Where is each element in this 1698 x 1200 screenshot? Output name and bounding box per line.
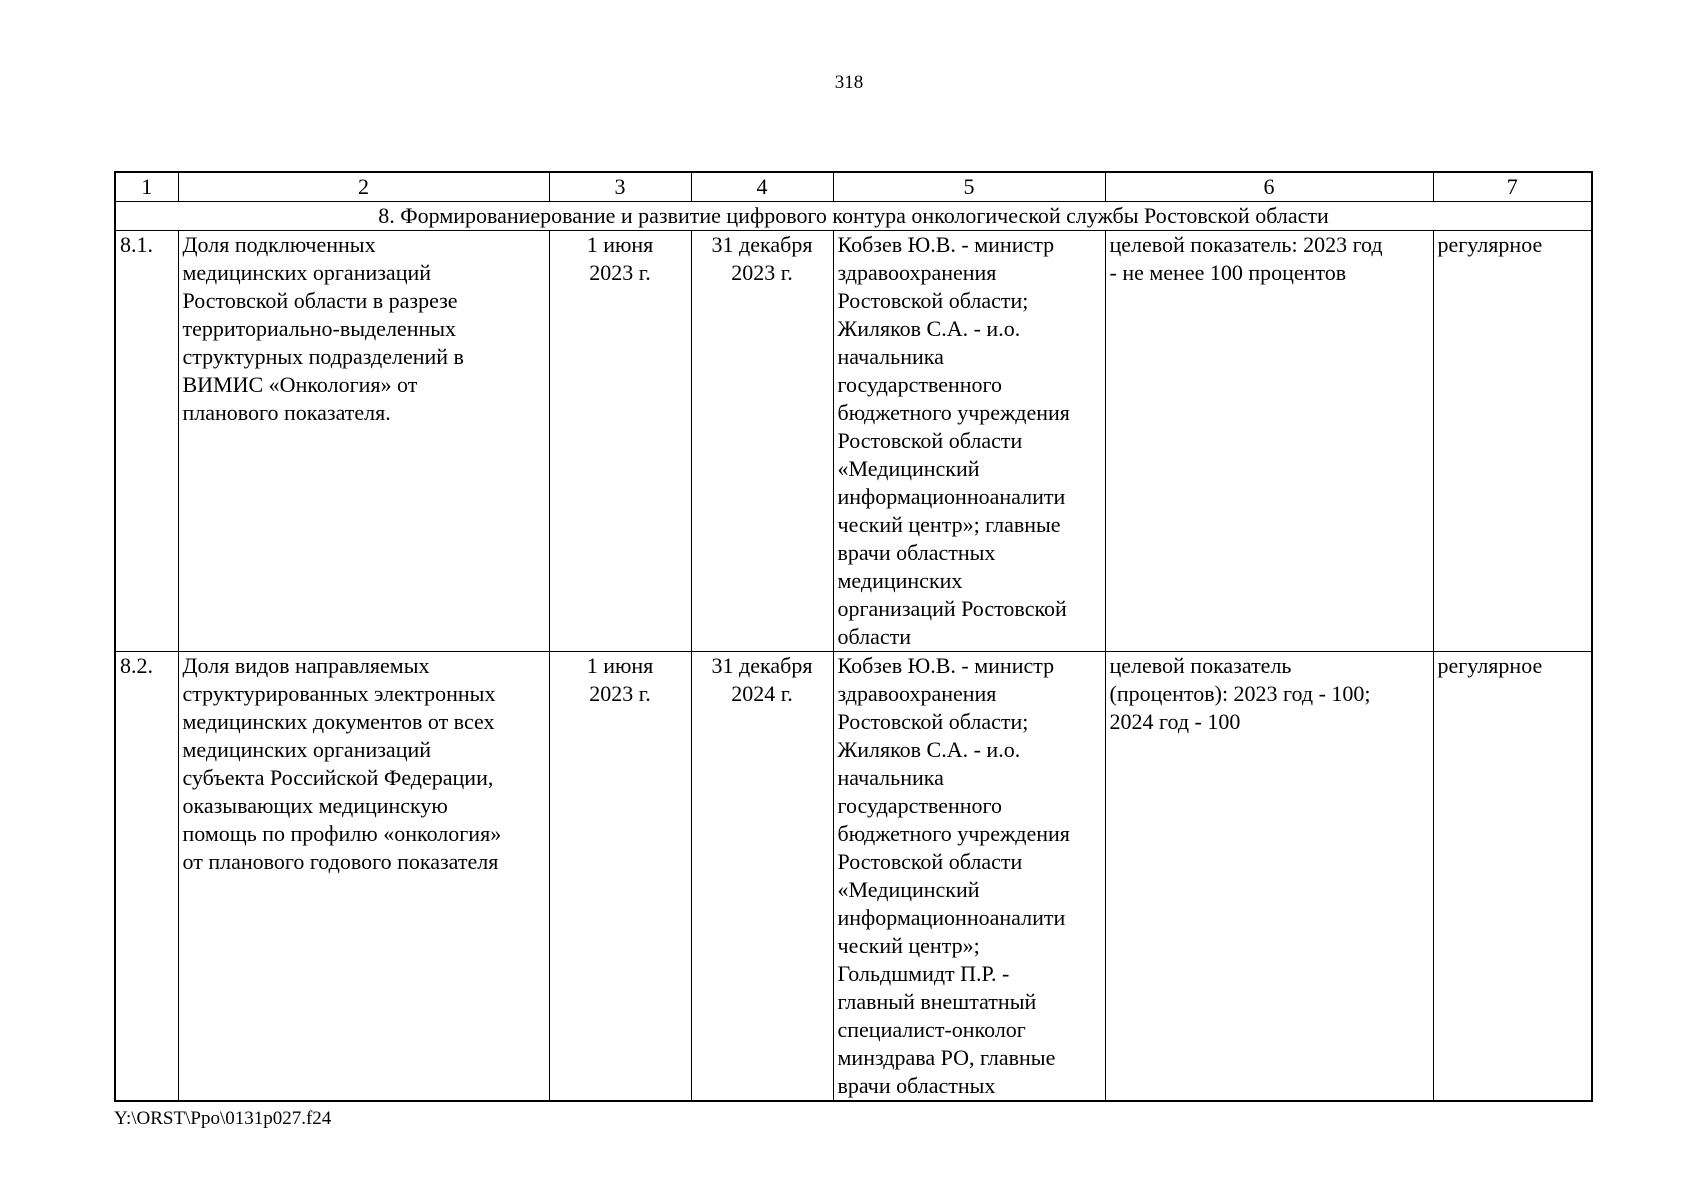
row-indicator (1105, 231, 1433, 652)
text-line: информационноаналити (837, 905, 1066, 930)
text-line: целевой показатель: 2023 год (1109, 232, 1383, 257)
row-end-date (691, 652, 833, 1102)
text-line: ческий центр»; (837, 933, 980, 958)
column-number: 1 (115, 172, 178, 202)
text-line: Ростовской области в разрезе (182, 288, 458, 313)
row-type: регулярное (1433, 652, 1592, 1102)
text-line: здравоохранения (837, 681, 997, 706)
text-line: 1 июня (586, 232, 654, 257)
text-line: целевой показатель (1109, 653, 1292, 678)
text-line: 2023 г. (589, 681, 651, 706)
text-line: 2023 г. (589, 260, 651, 285)
text-line: помощь по профилю «онкология» (182, 821, 502, 846)
text-line: Жиляков С.А. - и.о. (837, 737, 1021, 762)
column-number: 5 (833, 172, 1105, 202)
text-line: 2023 г. (731, 260, 793, 285)
row-indicator (1105, 652, 1433, 1102)
text-line: 2024 г. (731, 681, 793, 706)
text-line: (процентов): 2023 год - 100; (1109, 681, 1371, 706)
text-line: 2024 год - 100 (1109, 709, 1241, 734)
table-row (115, 231, 1592, 652)
table-row (115, 652, 1592, 1102)
text-line: Ростовской области; (837, 288, 1029, 313)
text-line: Ростовской области (837, 849, 1023, 874)
text-line: медицинских документов от всех (182, 709, 495, 734)
text-line: медицинских организаций (182, 737, 432, 762)
text-line: главный внештатный (837, 989, 1037, 1014)
row-description (178, 652, 549, 1102)
section-header-row (115, 202, 1592, 231)
text-line: - не менее 100 процентов (1109, 260, 1347, 285)
row-responsible (833, 652, 1105, 1102)
text-line: информационноаналити (837, 484, 1066, 509)
text-line: ВИМИС «Онкология» от (182, 372, 418, 397)
text-line: Жиляков С.А. - и.о. (837, 316, 1021, 341)
text-line: оказывающих медицинскую (182, 793, 448, 818)
text-line: «Медицинский (837, 877, 980, 902)
text-line: врачи областных (837, 1073, 996, 1098)
text-line: государственного (837, 372, 1002, 397)
text-line: 1 июня (586, 653, 654, 678)
column-number: 7 (1433, 172, 1592, 202)
text-line: начальника (837, 344, 944, 369)
footer-file-path: Y:\ORST\Ppo\0131p027.f24 (114, 1108, 332, 1129)
text-line: планового показателя. (182, 400, 391, 425)
text-line: 31 декабря (711, 653, 813, 678)
row-description (178, 231, 549, 652)
text-line: области (837, 624, 912, 649)
text-line: специалист-онколог (837, 1017, 1026, 1042)
row-number: 8.1. (115, 231, 178, 652)
text-line: территориально-выделенных (182, 316, 457, 341)
text-line: Ростовской области (837, 428, 1023, 453)
row-start-date (549, 652, 691, 1102)
text-line: Гольдшмидт П.Р. - (837, 961, 1010, 986)
text-line: начальника (837, 765, 944, 790)
text-line: бюджетного учреждения (837, 821, 1070, 846)
column-number: 4 (691, 172, 833, 202)
column-number: 2 (178, 172, 549, 202)
text-line: организаций Ростовской (837, 596, 1067, 621)
plan-table (114, 171, 1593, 1102)
text-line: 31 декабря (711, 232, 813, 257)
text-line: от планового годового показателя (182, 849, 499, 874)
text-line: медицинских (837, 568, 963, 593)
text-line: Доля подключенных (182, 232, 376, 257)
text-line: структурных подразделений в (182, 344, 464, 369)
text-line: ческий центр»; главные (837, 512, 1061, 537)
text-line: Кобзев Ю.В. - министр (837, 653, 1055, 678)
text-line: Ростовской области; (837, 709, 1029, 734)
row-end-date (691, 231, 833, 652)
column-number: 3 (549, 172, 691, 202)
page-number: 318 (834, 72, 864, 93)
text-line: государственного (837, 793, 1002, 818)
row-number: 8.2. (115, 652, 178, 1102)
text-line: медицинских организаций (182, 260, 432, 285)
row-type: регулярное (1433, 231, 1592, 652)
row-responsible (833, 231, 1105, 652)
text-line: бюджетного учреждения (837, 400, 1070, 425)
text-line: Доля видов направляемых (182, 653, 430, 678)
section-title: 8. Формированиерование и развитие цифрового контура онкологической службы Ростовской области (115, 202, 1592, 231)
text-line: здравоохранения (837, 260, 997, 285)
text-line: субъекта Российской Федерации, (182, 765, 494, 790)
column-number-row (115, 172, 1592, 202)
column-number: 6 (1105, 172, 1433, 202)
text-line: «Медицинский (837, 456, 980, 481)
text-line: врачи областных (837, 540, 996, 565)
text-line: структурированных электронных (182, 681, 496, 706)
row-start-date (549, 231, 691, 652)
text-line: Кобзев Ю.В. - министр (837, 232, 1055, 257)
text-line: минздрава РО, главные (837, 1045, 1056, 1070)
